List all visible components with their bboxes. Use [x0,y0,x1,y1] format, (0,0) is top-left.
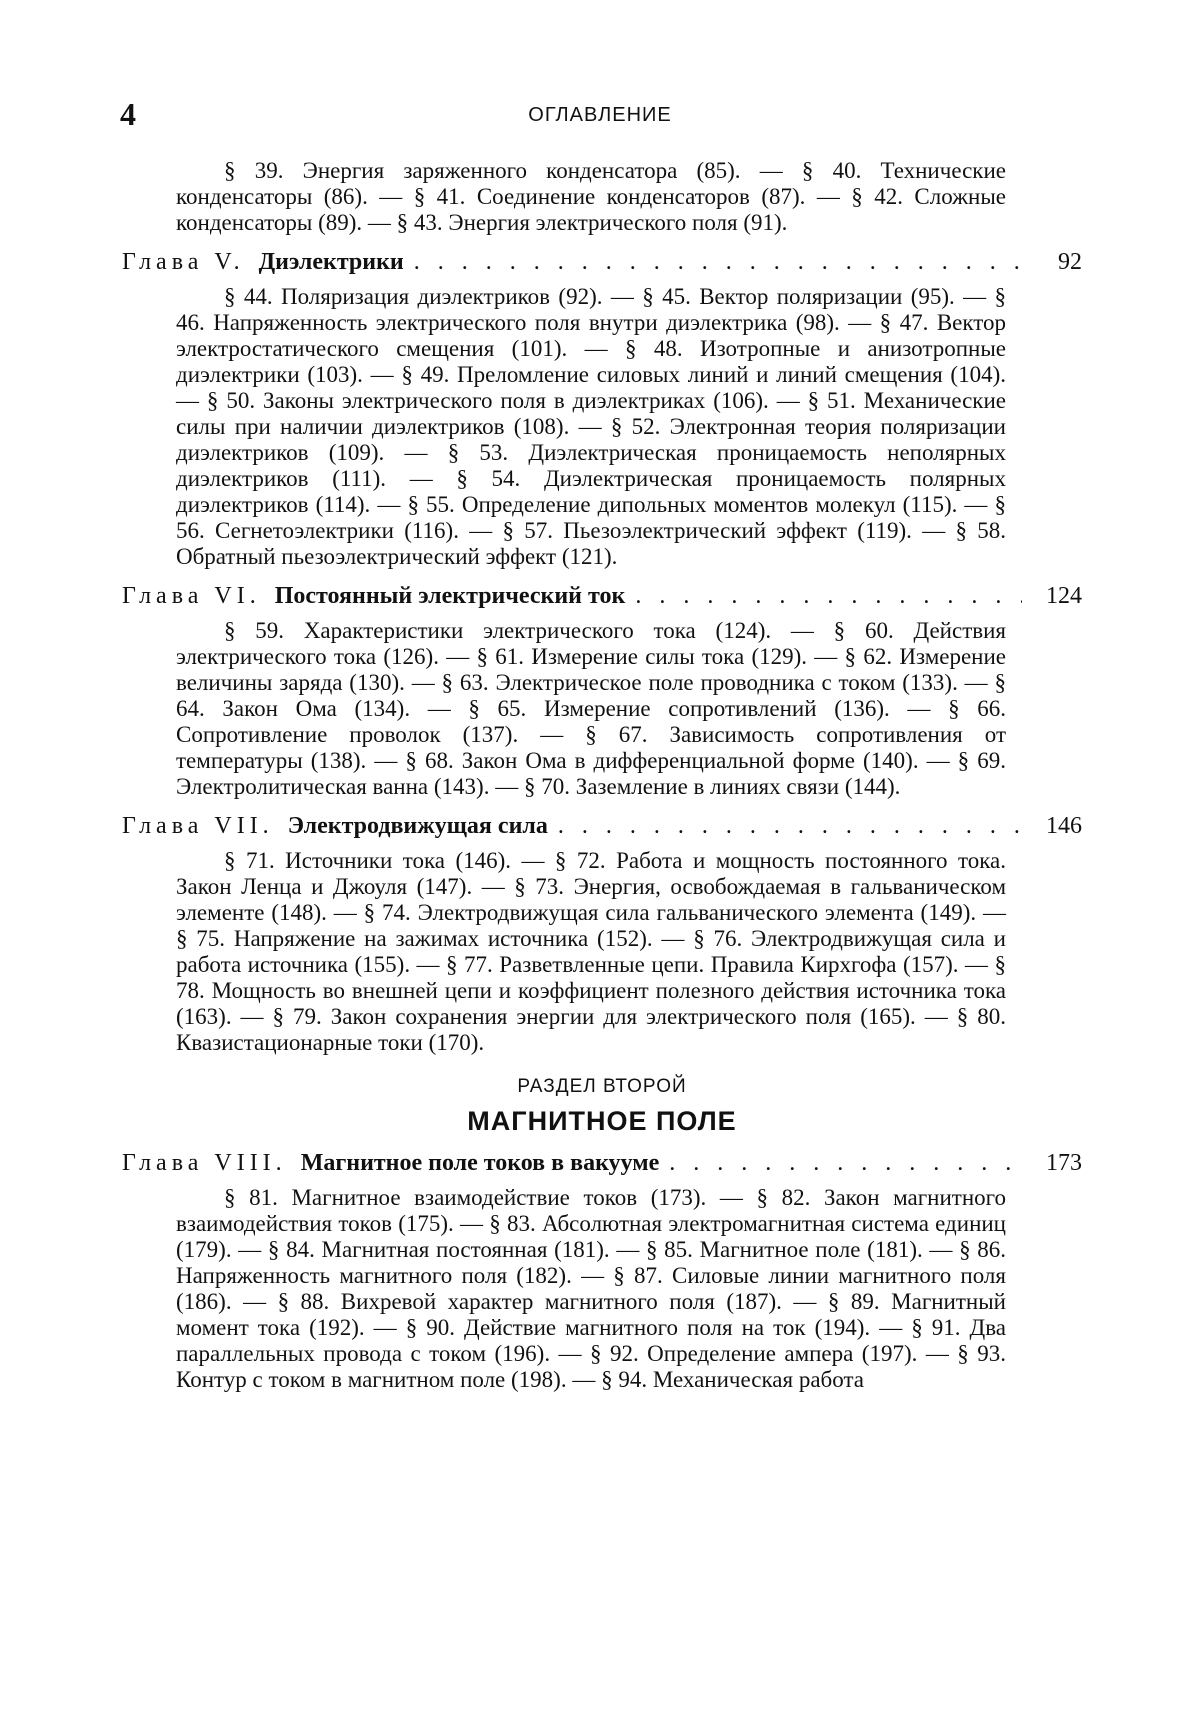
toc-paragraph-chapter-8: § 81. Магнитное взаимодействие токов (173). — § 82. Закон магнитного взаимодействия токов (175). — § 83. Абсолютная электромагнитная система единиц (179). — § 84. Магнитная постоянная (181). — § 85. Магнитное поле (181). — § 86. Напряженность магнитного поля (182). — § 87. Силовые линии магнитного поля (186). — § 88. Вихревой характер магнитного поля (187). — § 89. Магнитный момент тока (192). — § 90. Действие магнитного поля на ток (194). — § 91. Два параллельных провода с током (196). — § 92. Определение ампера (197). — § 93. Контур с током в магнитном поле (198). — § 94. Механическая работа [176,1185,1006,1392]
chapter-title: Диэлектрики [258,249,404,275]
chapter-label: Глава VII. [122,813,274,839]
toc-chapter-7[interactable] [122,812,1082,840]
chapter-label: Глава VIII. [122,1150,287,1176]
section-title: МАГНИТНОЕ ПОЛЕ [467,1106,737,1136]
page-number: 4 [120,96,136,132]
toc-paragraph-chapter-6: § 59. Характеристики электрического тока (124). — § 60. Действия электрического тока (126). — § 61. Измерение силы тока (129). — § 62. Измерение величины заряда (130). — § 63. Электрическое поле проводника с током (133). — § 64. Закон Ома (134). — § 65. Измерение сопротивлений (136). — § 66. Сопротивление проволок (137). — § 67. Зависимость сопротивления от температуры (138). — § 68. Закон Ома в дифференциальной форме (140). — § 69. Электролитическая ванна (143). — § 70. Заземление в линиях связи (144). [176,618,1006,799]
chapter-label: Глава V. [122,249,245,275]
toc-paragraph-chapter-5: § 44. Поляризация диэлектриков (92). — § 45. Вектор поляризации (95). — § 46. Напряженность электрического поля внутри диэлектрика (98). — § 47. Вектор электростатического смещения (101). — § 48. Изотропные и анизотропные диэлектрики (103). — § 49. Преломление силовых линий и линий смещения (104). — § 50. Законы электрического поля в диэлектриках (106). — § 51. Механические силы при наличии диэлектриков (108). — § 52. Электронная теория поляризации диэлектриков (109). — § 53. Диэлектрическая проницаемость неполярных диэлектриков (111). — § 54. Диэлектрическая проницаемость полярных диэлектриков (114). — § 55. Определение дипольных моментов молекул (115). — § 56. Сегнетоэлектрики (116). — § 57. Пьезоэлектрический эффект (119). — § 58. Обратный пьезоэлектрический эффект (121). [176,284,1006,569]
chapter-page: 92 [1058,249,1082,275]
table-of-contents [122,158,1082,1393]
running-title: ОГЛАВЛЕНИЕ [528,104,672,126]
chapter-page: 146 [1046,813,1082,839]
dot-leader [635,582,1022,610]
dot-leader [669,1149,1022,1177]
dot-leader [558,812,1022,840]
toc-chapter-8[interactable] [122,1149,1082,1177]
chapter-title: Электродвижущая сила [287,813,548,839]
chapter-page: 124 [1046,583,1082,609]
chapter-label: Глава VI. [122,583,261,609]
chapter-title: Постоянный электрический ток [274,583,626,609]
chapter-title: Магнитное поле токов в вакууме [300,1150,660,1176]
dot-leader [414,248,1022,276]
section-label: РАЗДЕЛ ВТОРОЙ [517,1076,687,1097]
chapter-page: 173 [1046,1150,1082,1176]
toc-paragraph-chapter-4-continued: § 39. Энергия заряженного конденсатора (85). — § 40. Технические конденсаторы (86). — § 41. Соединение конденсаторов (87). — § 42. Сложные конденсаторы (89). — § 43. Энергия электрического поля (91). [176,158,1006,235]
toc-paragraph-chapter-7: § 71. Источники тока (146). — § 72. Работа и мощность постоянного тока. Закон Ленца и Джоуля (147). — § 73. Энергия, освобождаемая в гальваническом элементе (148). — § 74. Электродвижущая сила гальванического элемента (149). — § 75. Напряжение на зажимах источника (152). — § 76. Электродвижущая сила и работа источника (155). — § 77. Разветвленные цепи. Правила Кирхгофа (157). — § 78. Мощность во внешней цепи и коэффициент полезного действия источника тока (163). — § 79. Закон сохранения энергии для электрического поля (165). — § 80. Квазистационарные токи (170). [176,848,1006,1055]
toc-chapter-6[interactable] [122,582,1082,610]
toc-chapter-5[interactable] [122,248,1082,276]
